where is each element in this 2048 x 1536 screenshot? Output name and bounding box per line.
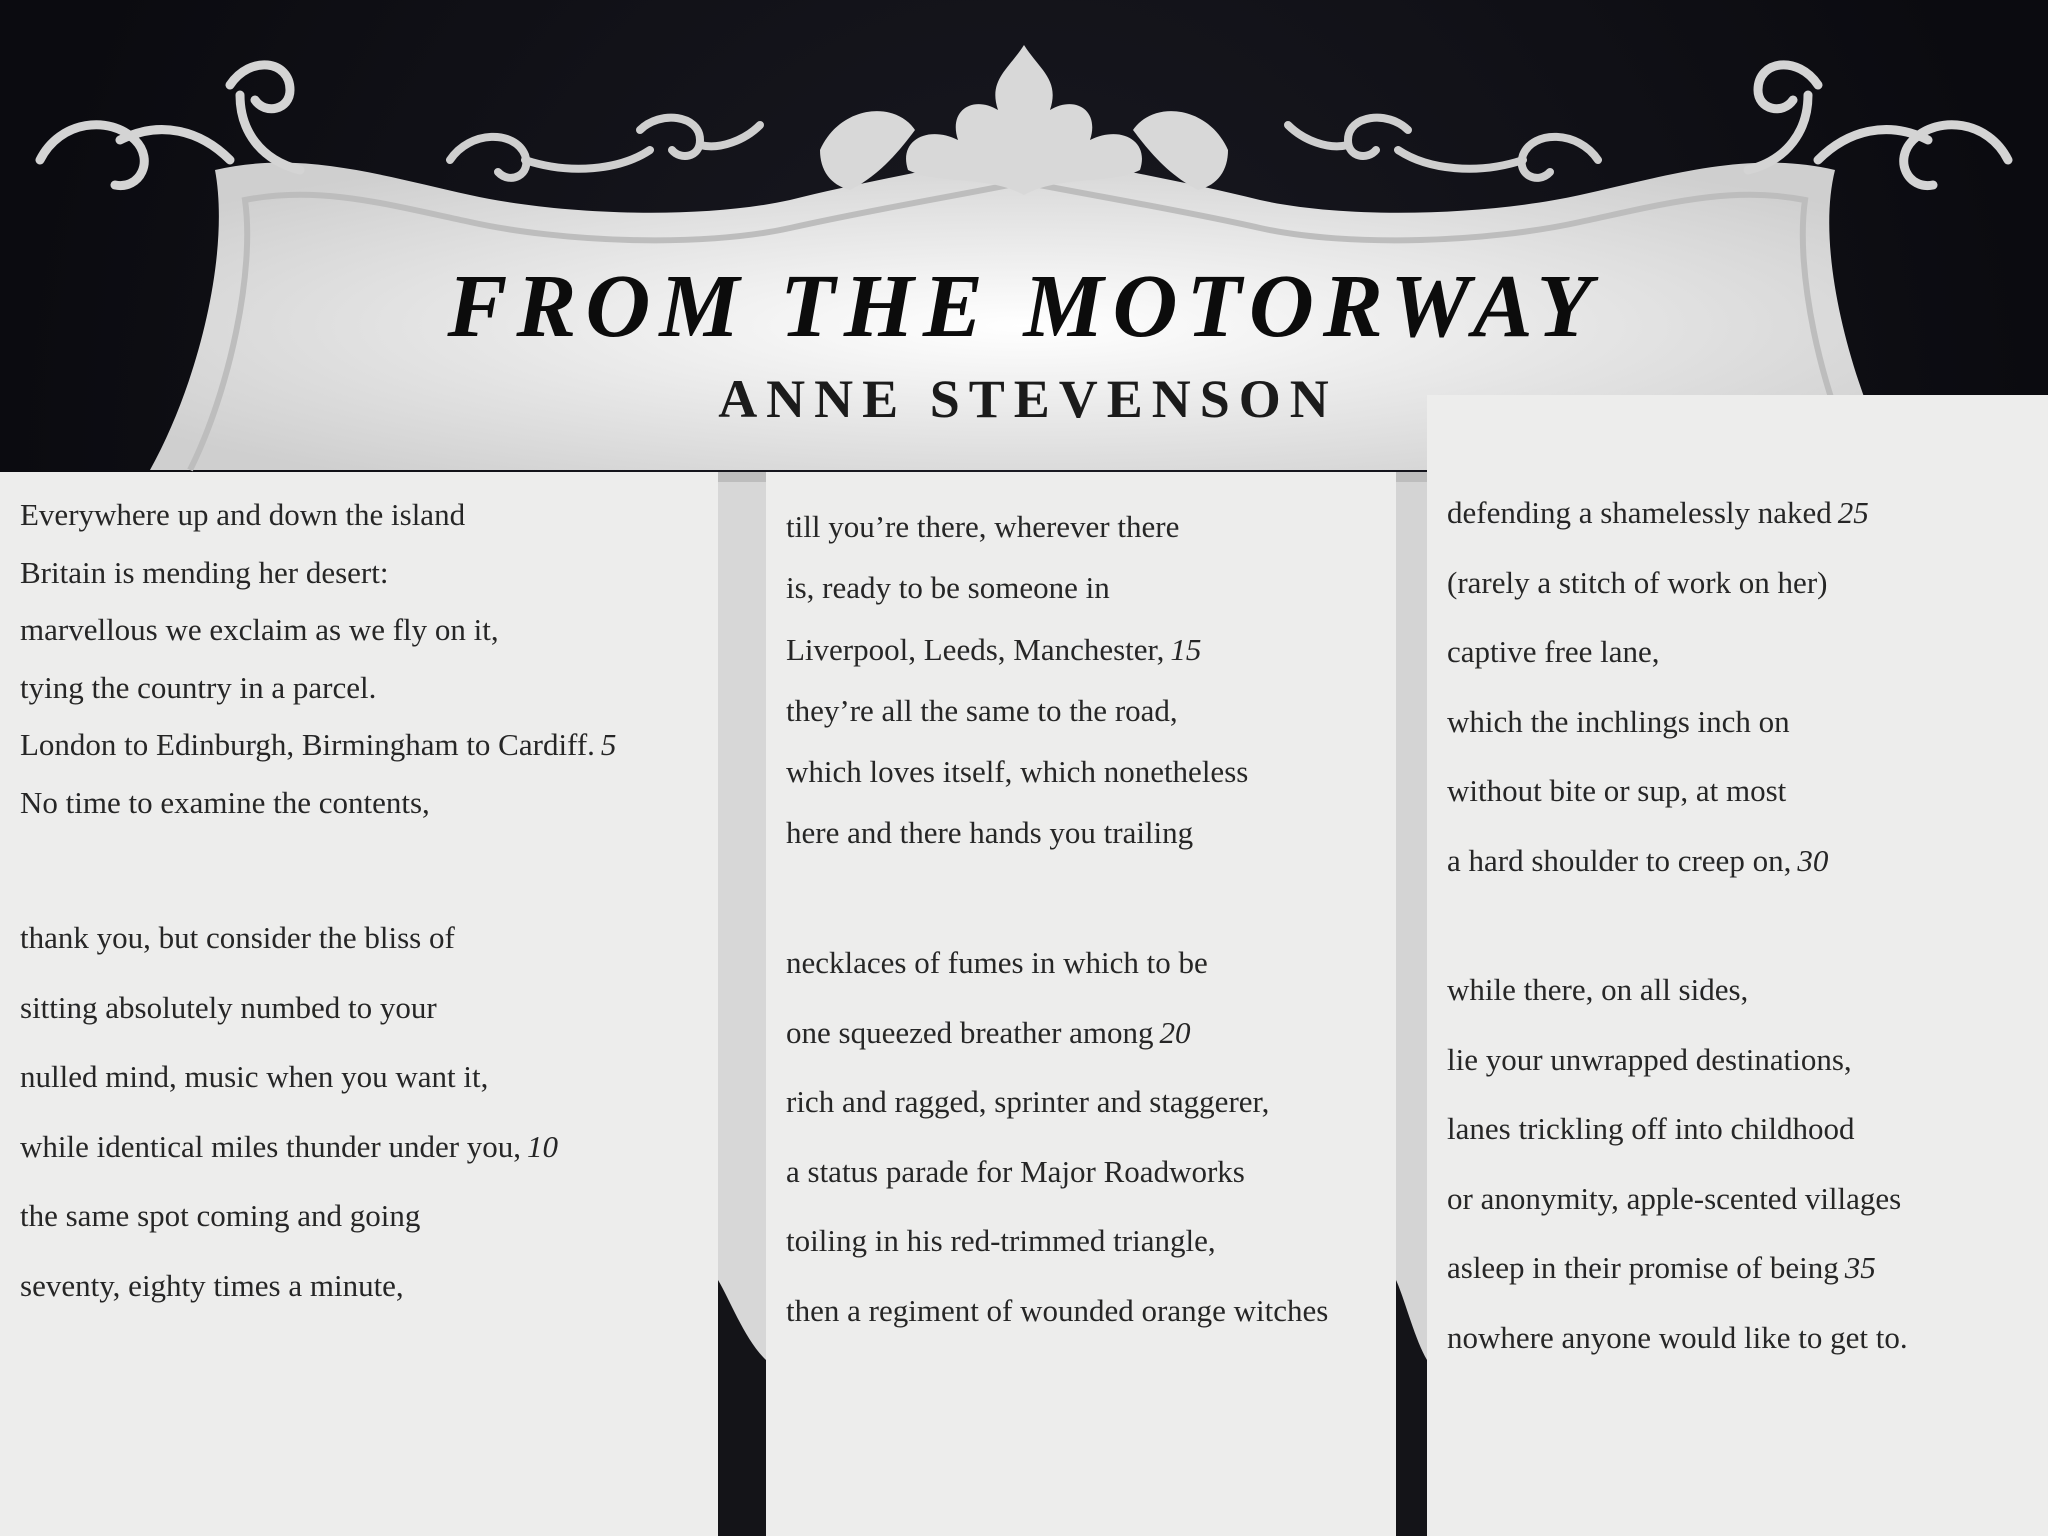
line-number: 25 [1837,495,1869,530]
stanza-panel-left [0,472,718,1536]
stanza [20,486,616,831]
poem-line: asleep in their promise of being 35 [1447,1250,1876,1286]
poem-line: thank you, but consider the bliss of [20,920,455,955]
stanza [1447,955,1914,1373]
stanza-panel-middle [766,472,1396,1536]
poem-line: necklaces of fumes in which to be [786,945,1208,980]
poem-line: defending a shamelessly naked 25 [1447,495,1869,530]
poem-line: which the inchlings inch on [1447,703,1790,739]
poem-line: then a regiment of wounded orange witches [786,1292,1329,1328]
line-number: 15 [1170,631,1202,667]
poem-line: lanes trickling off into childhood [1447,1111,1855,1147]
stanza-panel-right [1427,395,2048,1536]
poem-line: till you’re there, wherever there [786,509,1180,544]
poem-line: they’re all the same to the road, [786,692,1178,728]
poem-line: the same spot coming and going [20,1198,421,1233]
poem-line: without bite or sup, at most [1447,773,1787,809]
poem-line: Liverpool, Leeds, Manchester, 15 [786,631,1202,667]
poem-line: Everywhere up and down the island [20,497,466,532]
poem-line: captive free lane, [1447,634,1660,670]
line-number: 10 [527,1128,559,1164]
poem-line: here and there hands you trailing [786,815,1194,851]
line-number: 30 [1797,842,1829,878]
right-middle-scroll-ornament [1288,118,1598,178]
stanza [1447,478,1869,896]
poem-line: one squeezed breather among 20 [786,1014,1191,1050]
poem-line: seventy, eighty times a minute, [20,1267,404,1303]
poem-author: ANNE STEVENSON [718,369,1338,429]
left-middle-scroll-ornament [450,118,760,178]
poem-line: (rarely a stitch of work on her) [1447,564,1828,600]
poem-line: a hard shoulder to creep on, 30 [1447,842,1829,878]
center-crest-ornament [820,45,1228,195]
poem-line: lie your unwrapped destinations, [1447,1041,1852,1077]
poem-line: tying the country in a parcel. [20,669,377,705]
poem-line: or anonymity, apple-scented villages [1447,1180,1902,1216]
stanza [786,496,1254,864]
poem-line: toiling in his red-trimmed triangle, [786,1223,1216,1259]
poem-line: London to Edinburgh, Birmingham to Cardiff. 5 [20,727,617,762]
poem-line: a status parade for Major Roadworks [786,1153,1245,1189]
line-number: 35 [1844,1250,1876,1286]
line-number: 20 [1159,1014,1191,1050]
poem-line: is, ready to be someone in [786,570,1110,606]
poem-line: while there, on all sides, [1447,972,1749,1007]
poem-line: while identical miles thunder under you, 10 [20,1128,559,1164]
poem-title: FROM THE MOTORWAY [447,257,1601,356]
stanza [20,903,558,1320]
poem-line: Britain is mending her desert: [20,554,389,590]
poem-line: rich and ragged, sprinter and staggerer, [786,1084,1270,1120]
poem-line: nowhere anyone would like to get to. [1447,1319,1908,1355]
line-number: 5 [600,727,617,762]
poem-line: nulled mind, music when you want it, [20,1059,489,1094]
poem-line: sitting absolutely numbed to your [20,989,437,1025]
poem-line: marvellous we exclaim as we fly on it, [20,612,499,647]
poem-line: No time to examine the contents, [20,784,430,820]
poem-line: which loves itself, which nonetheless [786,754,1249,790]
stanza [786,928,1334,1346]
